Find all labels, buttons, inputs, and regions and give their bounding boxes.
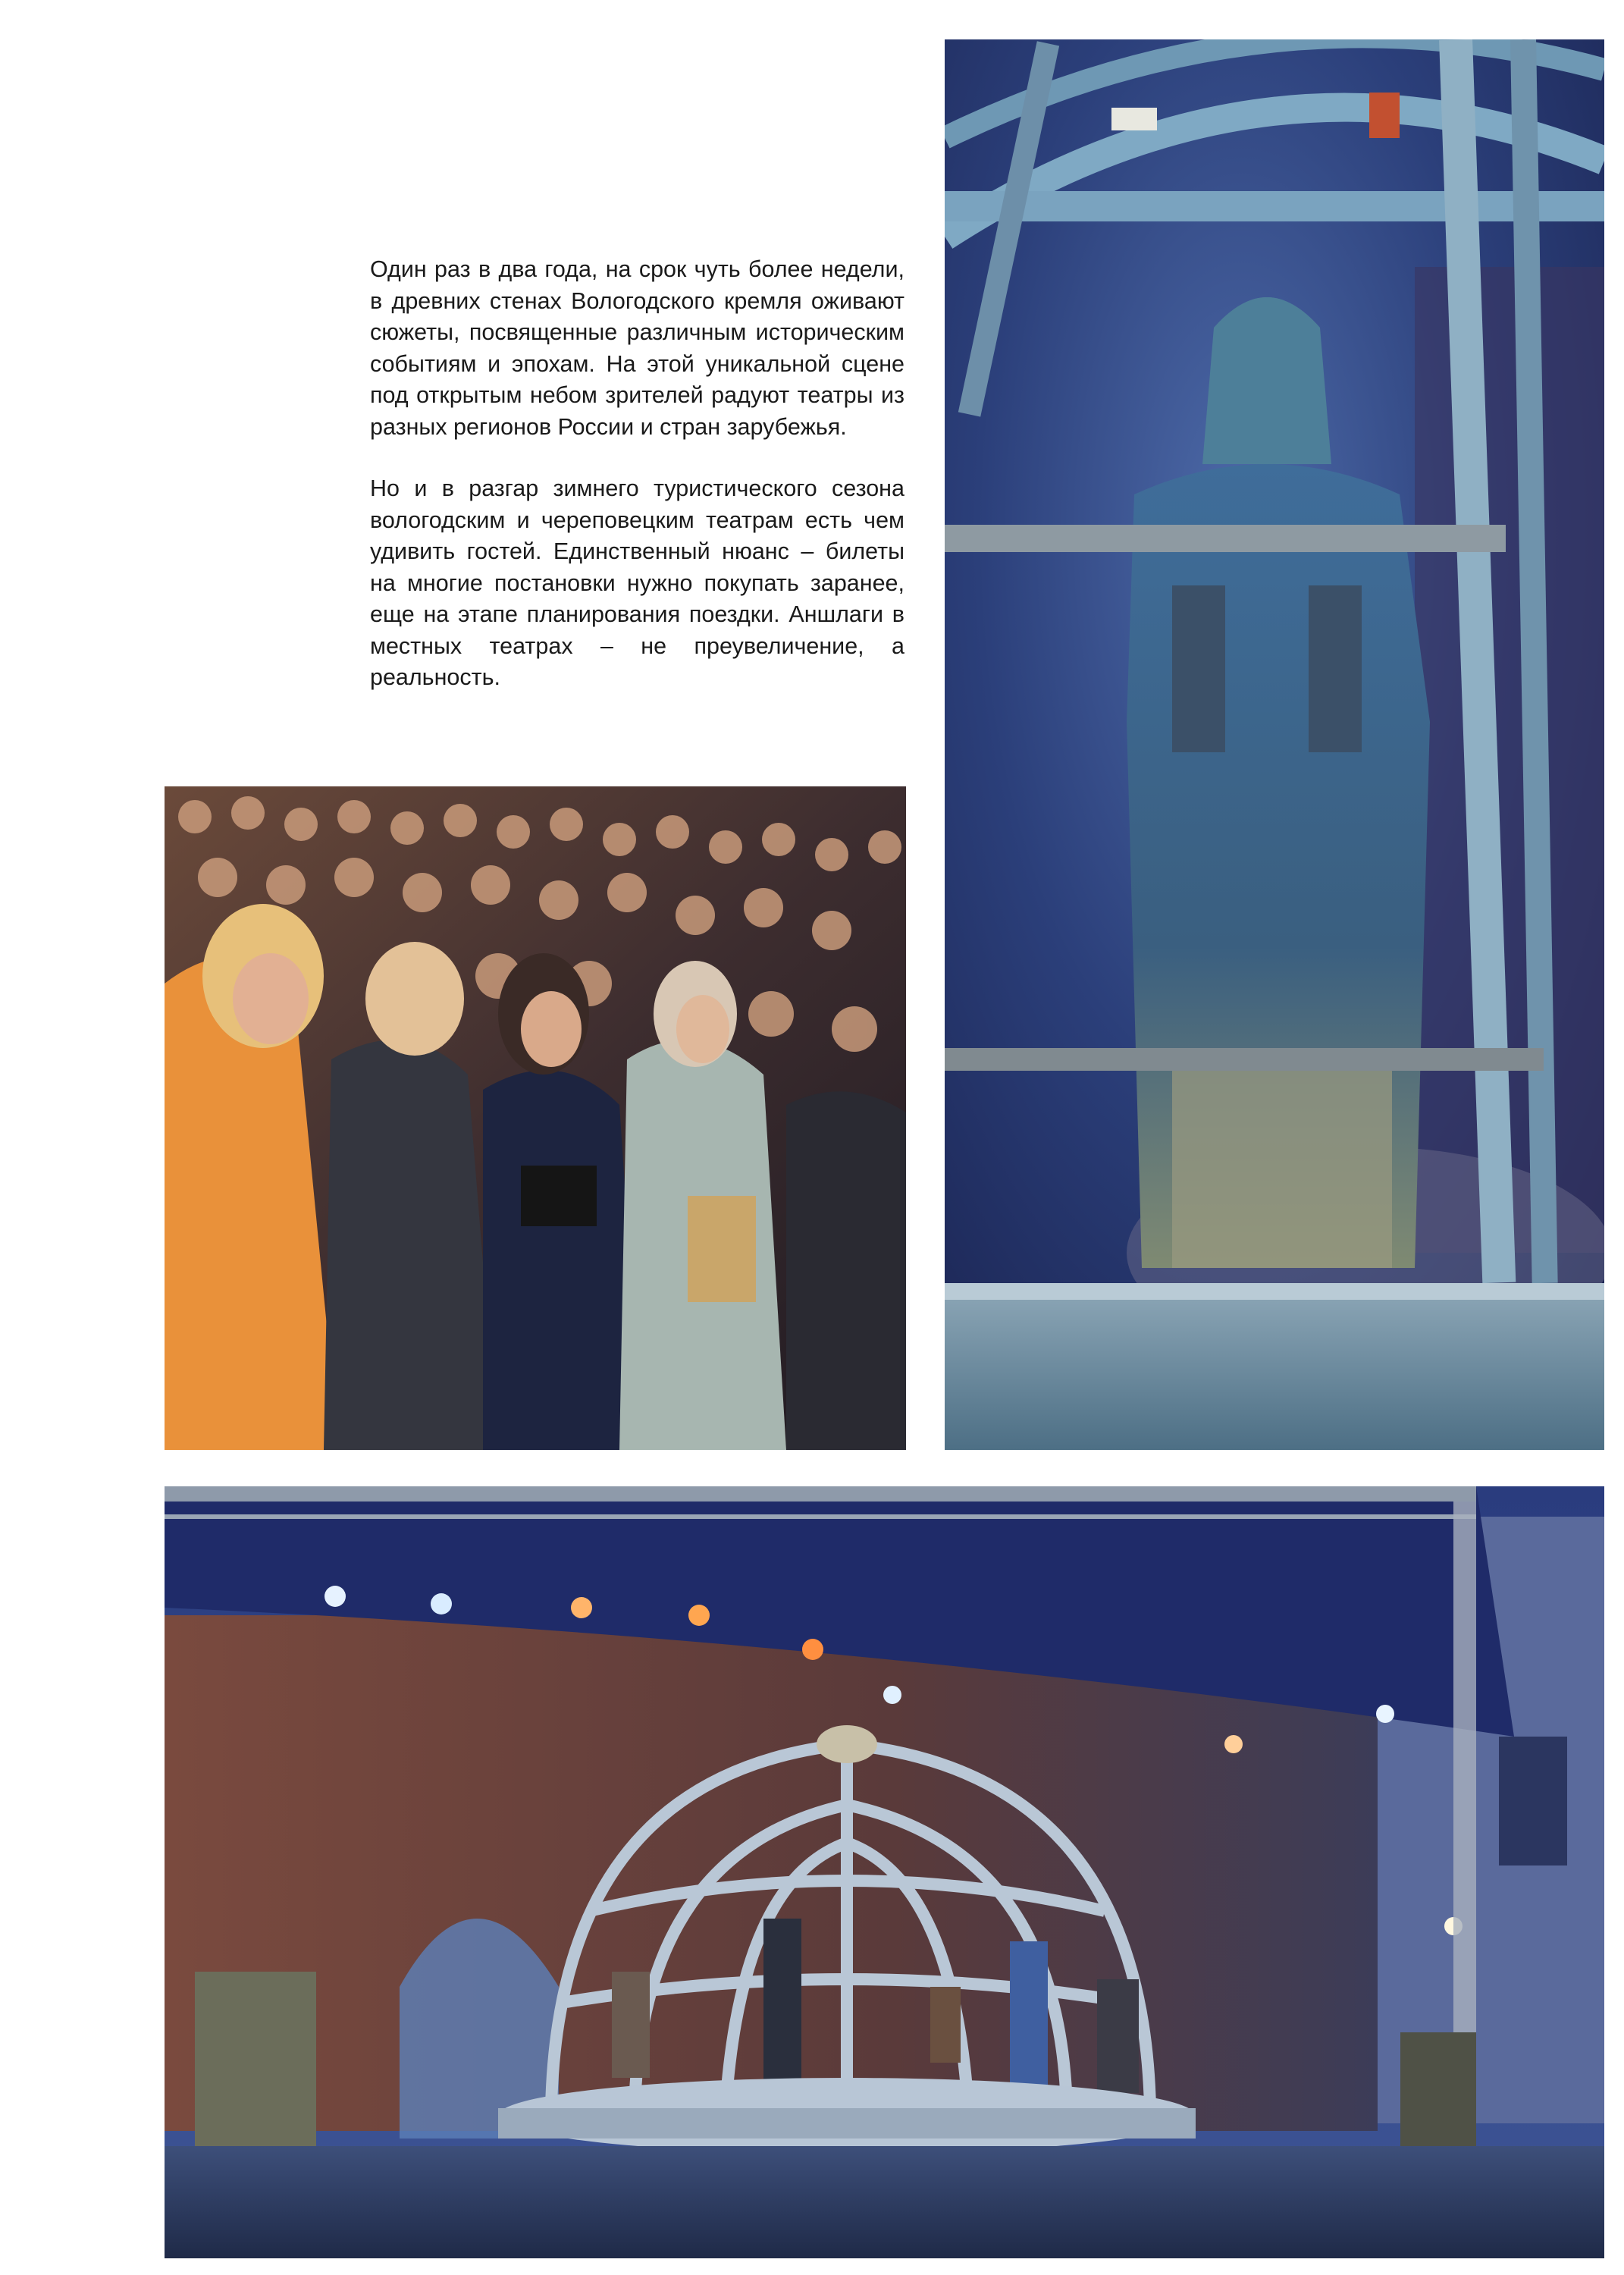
article-paragraph-1: Один раз в два года, на срок чуть более недели, в древних стенах Вологодского кремля оживают сюжеты, посвященные различным историческим событиям и эпохам. На этой уникальной сцене под открытым небом зрителей радуют театры из разных регионов России и стран зарубежья. [370, 256, 904, 440]
photo-actor-on-stage [945, 39, 1604, 1450]
photo-outdoor-stage [165, 1486, 1604, 2258]
photo-audience-applauding [165, 786, 906, 1450]
article-text [370, 254, 904, 694]
actor-photo-graphic [945, 39, 1604, 1450]
audience-photo-graphic [165, 786, 906, 1450]
article-paragraph-2: Но и в разгар зимнего туристического сезона вологодским и череповецким театрам есть чем удивить гостей. Единственный нюанс – билеты на многие постановки нужно покупать заранее, еще на этапе планирования поездки. Аншлаги в местных театрах – не преувеличение, а реальность. [370, 475, 904, 690]
stage-photo-graphic [165, 1486, 1604, 2258]
